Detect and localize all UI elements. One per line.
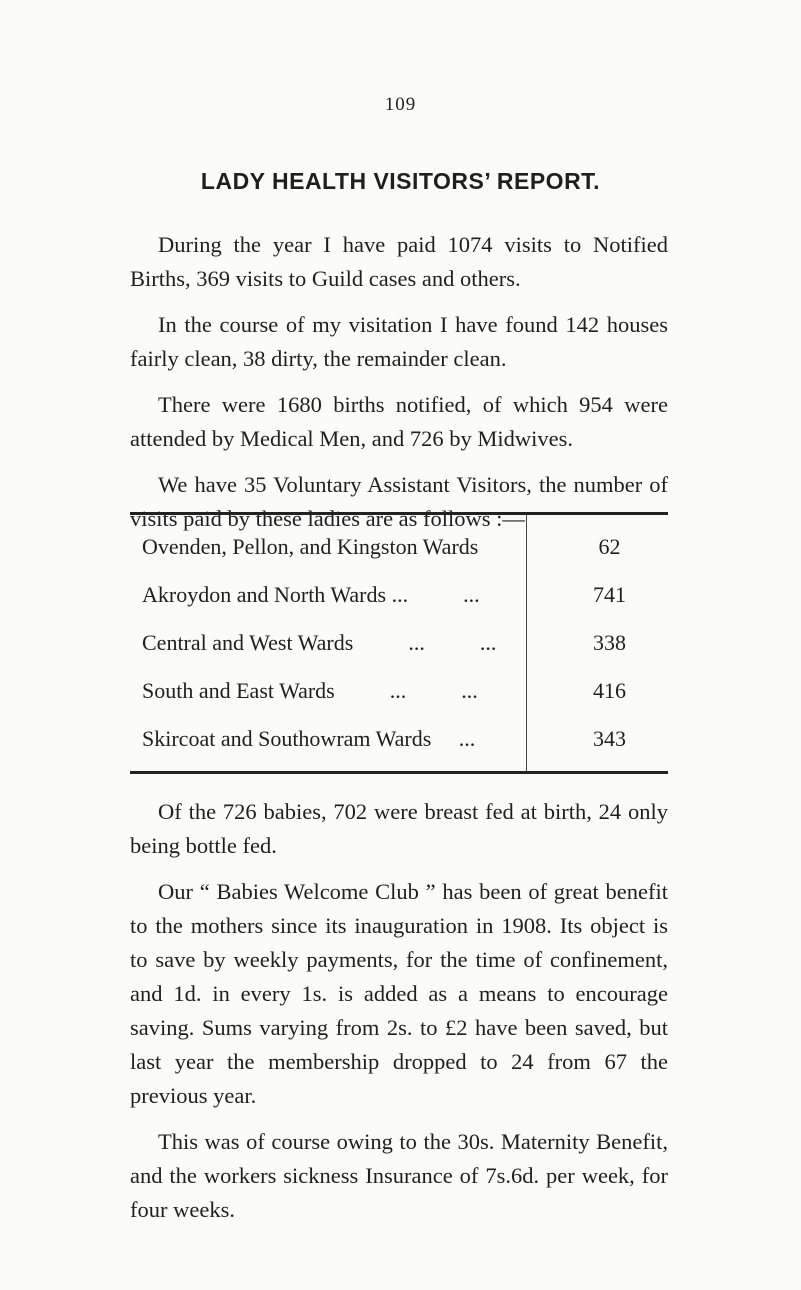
table-row <box>130 619 668 667</box>
paragraph: In the course of my visitation I have found 142 houses fairly clean, 38 dirty, the remainder clean. <box>130 312 668 371</box>
visits-table <box>130 512 668 774</box>
paragraph: Of the 726 babies, 702 were breast fed at birth, 24 only being bottle fed. <box>130 799 668 858</box>
ward-name: Ovenden, Pellon, and Kingston Wards <box>130 514 527 572</box>
table-row <box>130 571 668 619</box>
visit-count: 416 <box>593 678 626 703</box>
paragraph: Our “ Babies Welcome Club ” has been of great benefit to the mothers since its inauguration in 1908. Its object is to save by weekly payments, for the time of confinement, and 1d. in every 1s. is added as a means to encourage saving. Sums varying from 2s. to £2 have been saved, but last year the membership dropped to 24 from 67 the previous year. <box>130 879 668 1108</box>
ward-name: Skircoat and Southowram Wards ... <box>130 715 527 773</box>
paragraph: During the year I have paid 1074 visits to Notified Births, 369 visits to Guild cases and others. <box>130 232 668 291</box>
outro-section <box>130 795 668 1239</box>
table-row <box>130 715 668 773</box>
paragraph: There were 1680 births notified, of which 954 were attended by Medical Men, and 726 by Midwives. <box>130 392 668 451</box>
report-title: LADY HEALTH VISITORS’ REPORT. <box>200 168 601 194</box>
visit-count: 343 <box>593 726 626 751</box>
paragraph: We have 35 Voluntary Assistant Visitors, the number of visits paid by these ladies are as follows :— <box>130 472 668 531</box>
ward-name: Akroydon and North Wards ... ... <box>130 571 527 619</box>
visit-count: 741 <box>593 582 626 607</box>
ward-name: South and East Wards ... ... <box>130 667 527 715</box>
visit-count: 338 <box>593 630 626 655</box>
page-number: 109 <box>384 94 417 115</box>
intro-section <box>130 228 668 548</box>
paragraph: This was of course owing to the 30s. Maternity Benefit, and the workers sickness Insurance of 7s.6d. per week, for four weeks. <box>130 1129 668 1222</box>
table-row <box>130 514 668 572</box>
table-row <box>130 667 668 715</box>
ward-name: Central and West Wards ... ... <box>130 619 527 667</box>
visit-count: 62 <box>598 534 621 559</box>
